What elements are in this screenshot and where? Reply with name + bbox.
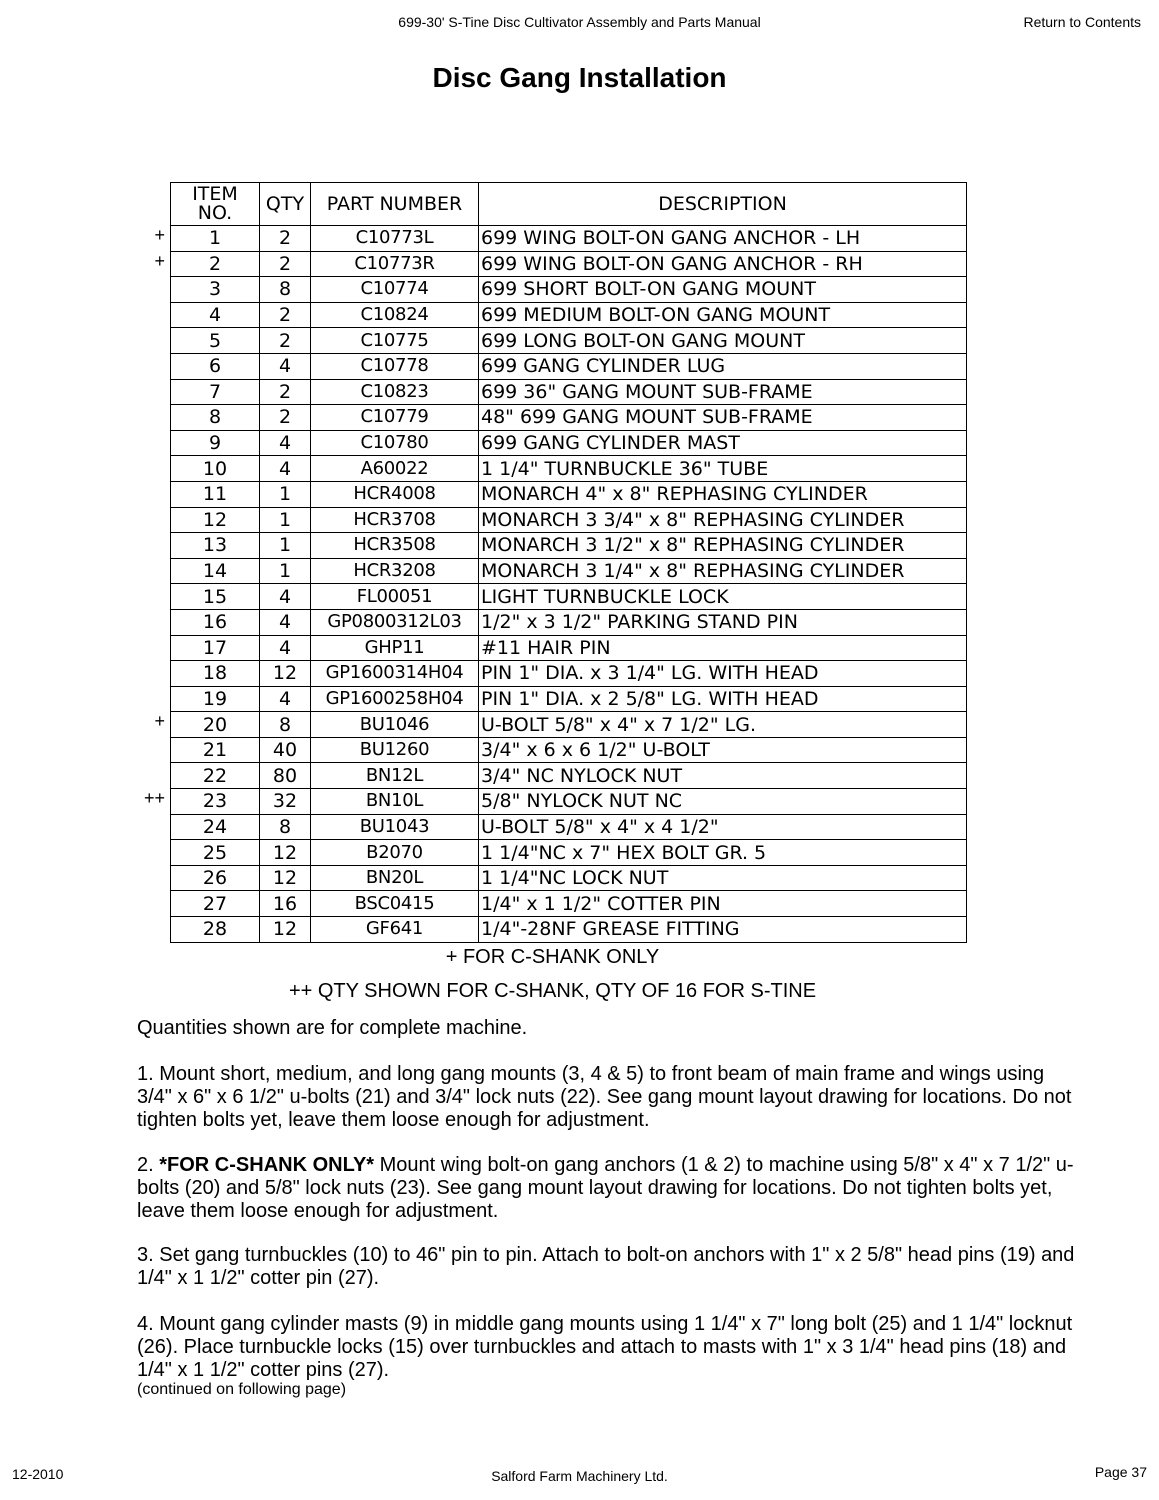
description-cell: 1 1/4"NC LOCK NUT [479,865,967,891]
part-number-cell: BN10L [311,789,479,815]
table-row [171,686,967,712]
table-row [171,405,967,431]
part-number-cell: HCR3508 [311,533,479,559]
part-number-cell: C10779 [311,405,479,431]
part-number-cell: C10773R [311,251,479,277]
item-number-cell: 12 [171,507,260,533]
table-row [171,712,967,738]
header-part-number: PART NUMBER [311,183,479,226]
description-cell: 699 GANG CYLINDER LUG [479,353,967,379]
item-number-cell: 3 [171,277,260,303]
item-number-cell: 1 [171,226,260,252]
c-shank-only-emphasis: *FOR C-SHANK ONLY* [159,1154,375,1176]
item-number-cell: 15 [171,584,260,610]
page-title: Disc Gang Installation [432,62,727,93]
qty-cell: 2 [260,251,311,277]
qty-cell: 12 [260,840,311,866]
table-row [171,661,967,687]
table-row [171,328,967,354]
qty-cell: 1 [260,481,311,507]
c-shank-marker: ++ [143,788,165,809]
part-number-cell: HCR4008 [311,481,479,507]
item-number-cell: 10 [171,456,260,482]
table-row [171,840,967,866]
part-number-cell: GF641 [311,917,479,943]
header-qty: QTY [260,183,311,226]
qty-cell: 2 [260,226,311,252]
footer-company: Salford Farm Machinery Ltd. [491,1468,668,1484]
qty-cell: 8 [260,277,311,303]
description-cell: 1/4"-28NF GREASE FITTING [479,917,967,943]
description-cell: 699 WING BOLT-ON GANG ANCHOR - RH [479,251,967,277]
table-row [171,533,967,559]
return-to-contents-link[interactable]: Return to Contents [1023,14,1141,30]
item-number-cell: 28 [171,917,260,943]
item-number-cell: 11 [171,481,260,507]
description-cell: MONARCH 3 1/4" x 8" REPHASING CYLINDER [479,558,967,584]
qty-cell: 1 [260,558,311,584]
manual-title: 699-30' S-Tine Disc Cultivator Assembly and Parts Manual [398,14,761,30]
table-row [171,353,967,379]
item-number-cell: 24 [171,814,260,840]
item-number-cell: 14 [171,558,260,584]
item-number-cell: 19 [171,686,260,712]
part-number-cell: C10780 [311,430,479,456]
header-description: DESCRIPTION [479,183,967,226]
qty-note: ++ QTY SHOWN FOR C-SHANK, QTY OF 16 FOR S-TINE [288,980,817,1002]
description-cell: 5/8" NYLOCK NUT NC [479,789,967,815]
description-cell: MONARCH 3 3/4" x 8" REPHASING CYLINDER [479,507,967,533]
table-row [171,891,967,917]
item-number-cell: 18 [171,661,260,687]
quantities-note: Quantities shown are for complete machine. [137,1017,528,1039]
qty-cell: 2 [260,405,311,431]
item-number-cell: 20 [171,712,260,738]
qty-cell: 2 [260,302,311,328]
part-number-cell: C10824 [311,302,479,328]
qty-cell: 4 [260,686,311,712]
step-2-text: 2. *FOR C-SHANK ONLY* Mount wing bolt-on gang anchors (1 & 2) to machine using 5/8" x 4" x 7 1/2" u-bolts (20) and 5/8" lock nuts (23). See gang mount layout drawing for locations. Do not tighten bolts yet, leave them loose enough for adjustment. [137,1154,1074,1222]
parts-table [170,182,967,943]
qty-cell: 4 [260,456,311,482]
qty-cell: 4 [260,430,311,456]
description-cell: PIN 1" DIA. x 3 1/4" LG. WITH HEAD [479,661,967,687]
description-cell: U-BOLT 5/8" x 4" x 7 1/2" LG. [479,712,967,738]
item-number-cell: 8 [171,405,260,431]
item-number-cell: 5 [171,328,260,354]
table-row [171,456,967,482]
table-row [171,277,967,303]
item-number-cell: 27 [171,891,260,917]
item-number-cell: 7 [171,379,260,405]
table-row [171,917,967,943]
item-number-cell: 26 [171,865,260,891]
table-row [171,814,967,840]
table-row [171,251,967,277]
description-cell: MONARCH 3 1/2" x 8" REPHASING CYLINDER [479,533,967,559]
qty-cell: 12 [260,865,311,891]
continued-note: (continued on following page) [137,1381,347,1398]
description-cell: 699 LONG BOLT-ON GANG MOUNT [479,328,967,354]
item-number-cell: 4 [171,302,260,328]
qty-cell: 4 [260,584,311,610]
qty-cell: 1 [260,507,311,533]
part-number-cell: FL00051 [311,584,479,610]
qty-cell: 2 [260,379,311,405]
table-row [171,302,967,328]
description-cell: LIGHT TURNBUCKLE LOCK [479,584,967,610]
item-number-cell: 17 [171,635,260,661]
qty-cell: 8 [260,712,311,738]
description-cell: 1/2" x 3 1/2" PARKING STAND PIN [479,609,967,635]
qty-cell: 12 [260,661,311,687]
footer-page-number: Page 37 [1094,1464,1147,1480]
qty-cell: 40 [260,737,311,763]
part-number-cell: BN12L [311,763,479,789]
step-4-text: 4. Mount gang cylinder masts (9) in middle gang mounts using 1 1/4" x 7" long bolt (25) and 1 1/4" locknut (26). Place turnbuckle locks (15) over turnbuckles and attach to masts with 1" x 3 1/4" head pins (18) and 1/4" x 1 1/2" cotter pins (27). [137,1313,1073,1381]
description-cell: MONARCH 4" x 8" REPHASING CYLINDER [479,481,967,507]
table-row [171,507,967,533]
item-number-cell: 2 [171,251,260,277]
table-row [171,379,967,405]
table-header-row [171,183,967,226]
qty-cell: 32 [260,789,311,815]
description-cell: 3/4" x 6 x 6 1/2" U-BOLT [479,737,967,763]
part-number-cell: BSC0415 [311,891,479,917]
description-cell: 1 1/4"NC x 7" HEX BOLT GR. 5 [479,840,967,866]
footer-date: 12-2010 [12,1466,64,1482]
description-cell: 699 WING BOLT-ON GANG ANCHOR - LH [479,226,967,252]
table-row [171,430,967,456]
description-cell: 48" 699 GANG MOUNT SUB-FRAME [479,405,967,431]
description-cell: 1/4" x 1 1/2" COTTER PIN [479,891,967,917]
part-number-cell: C10774 [311,277,479,303]
table-row [171,609,967,635]
qty-cell: 2 [260,328,311,354]
item-number-cell: 23 [171,789,260,815]
description-cell: #11 HAIR PIN [479,635,967,661]
part-number-cell: GP1600314H04 [311,661,479,687]
table-row [171,763,967,789]
part-number-cell: C10778 [311,353,479,379]
part-number-cell: GHP11 [311,635,479,661]
table-row [171,737,967,763]
qty-cell: 80 [260,763,311,789]
table-row [171,584,967,610]
item-number-cell: 16 [171,609,260,635]
qty-cell: 12 [260,917,311,943]
c-shank-marker: + [154,225,165,245]
part-number-cell: BU1046 [311,712,479,738]
item-number-cell: 25 [171,840,260,866]
qty-cell: 16 [260,891,311,917]
part-number-cell: BU1043 [311,814,479,840]
table-row [171,865,967,891]
part-number-cell: HCR3708 [311,507,479,533]
description-cell: 699 MEDIUM BOLT-ON GANG MOUNT [479,302,967,328]
item-number-cell: 21 [171,737,260,763]
description-cell: U-BOLT 5/8" x 4" x 4 1/2" [479,814,967,840]
step-3-text: 3. Set gang turnbuckles (10) to 46" pin to pin. Attach to bolt-on anchors with 1" x 2 5/8" head pins (19) and 1/4" x 1 1/2" cotter pin (27). [137,1244,1075,1289]
table-row [171,558,967,584]
table-row [171,481,967,507]
part-number-cell: C10775 [311,328,479,354]
qty-cell: 4 [260,353,311,379]
table-row [171,789,967,815]
qty-cell: 4 [260,635,311,661]
description-cell: 699 GANG CYLINDER MAST [479,430,967,456]
part-number-cell: BU1260 [311,737,479,763]
description-cell: 1 1/4" TURNBUCKLE 36" TUBE [479,456,967,482]
item-number-cell: 13 [171,533,260,559]
header-item-no: ITEM NO. [171,183,260,226]
qty-cell: 4 [260,609,311,635]
table-row [171,635,967,661]
item-number-cell: 9 [171,430,260,456]
part-number-cell: B2070 [311,840,479,866]
step-1-text: 1. Mount short, medium, and long gang mounts (3, 4 & 5) to front beam of main frame and wings using 3/4" x 6" x 6 1/2" u-bolts (21) and 3/4" lock nuts (22). See gang mount layout drawing for locations. Do not tighten bolts yet, leave them loose enough for adjustment. [137,1063,1072,1131]
table-row [171,226,967,252]
description-cell: 3/4" NC NYLOCK NUT [479,763,967,789]
description-cell: PIN 1" DIA. x 2 5/8" LG. WITH HEAD [479,686,967,712]
part-number-cell: GP1600258H04 [311,686,479,712]
part-number-cell: BN20L [311,865,479,891]
part-number-cell: C10823 [311,379,479,405]
c-shank-marker: + [154,711,165,732]
item-number-cell: 6 [171,353,260,379]
item-number-cell: 22 [171,763,260,789]
part-number-cell: GP0800312L03 [311,609,479,635]
c-shank-marker: + [154,250,165,271]
part-number-cell: HCR3208 [311,558,479,584]
description-cell: 699 SHORT BOLT-ON GANG MOUNT [479,277,967,303]
qty-cell: 1 [260,533,311,559]
part-number-cell: A60022 [311,456,479,482]
qty-cell: 8 [260,814,311,840]
description-cell: 699 36" GANG MOUNT SUB-FRAME [479,379,967,405]
c-shank-note: + FOR C-SHANK ONLY [445,946,660,968]
part-number-cell: C10773L [311,226,479,252]
